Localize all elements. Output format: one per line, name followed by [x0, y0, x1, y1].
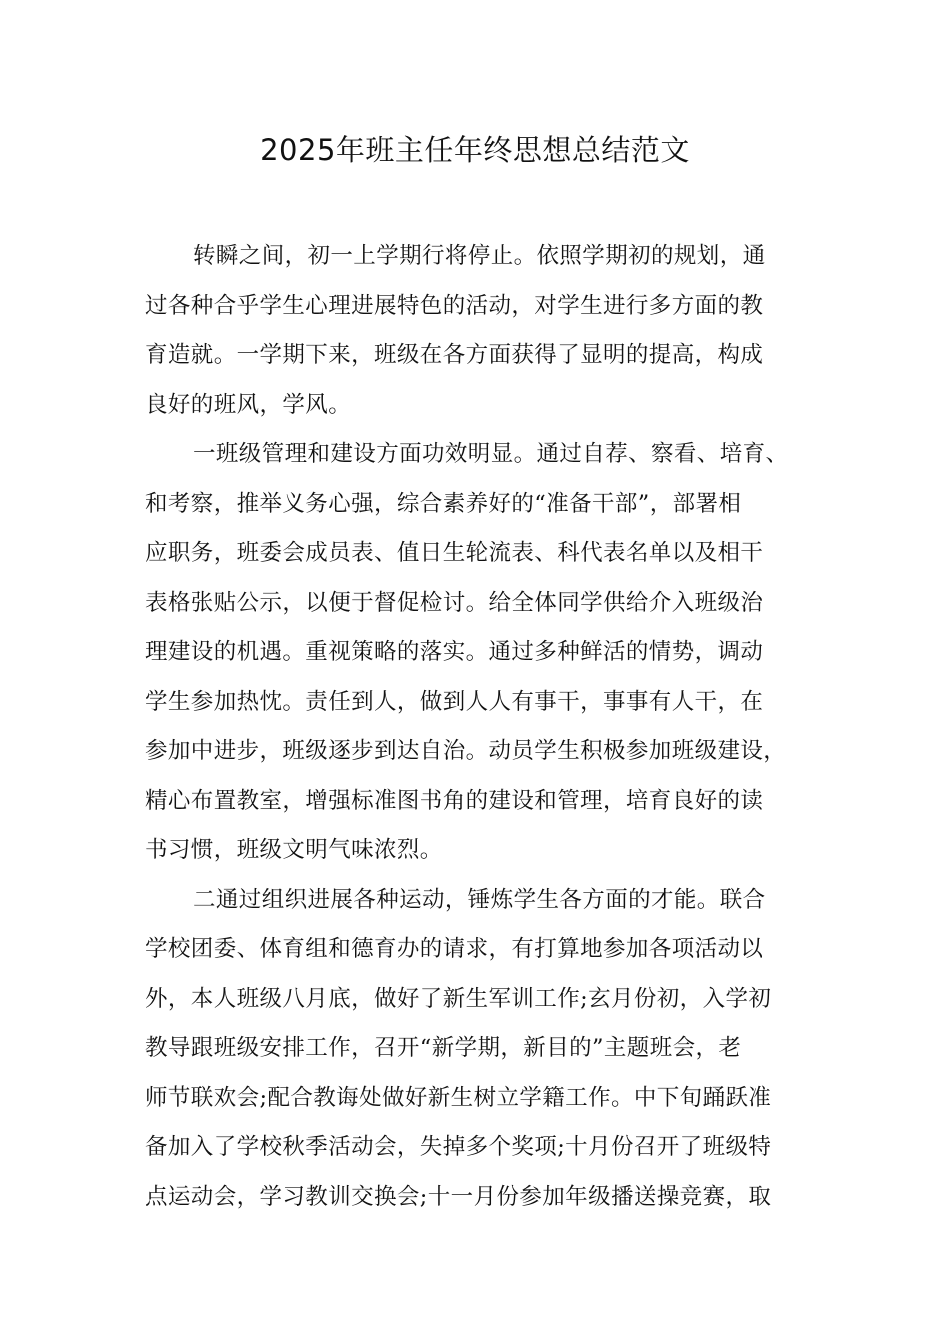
paragraph-line: 转瞬之间，初一上学期行将停止。依照学期初的规划，通: [193, 243, 766, 269]
paragraph-line: 表格张贴公示，以便于督促检讨。给全体同学供给介入班级治: [145, 589, 764, 616]
paragraph-line: 外，本人班级八月底，做好了新生军训工作;玄月份初，入学初: [145, 985, 772, 1012]
paragraph-line: 应职务，班委会成员表、值日生轮流表、科代表名单以及相干: [145, 540, 764, 566]
paragraph-line: 学校团委、体育组和德育办的请求，有打算地参加各项活动以: [145, 936, 764, 962]
paragraph-line: 过各种合乎学生心理进展特色的活动，对学生进行多方面的教: [145, 292, 764, 319]
paragraph-line: 点运动会，学习教训交换会;十一月份参加年级播送操竞赛，取: [145, 1183, 772, 1210]
document-title: 2025年班主任年终思想总结范文: [260, 133, 690, 167]
paragraph-line: 育造就。一学期下来，班级在各方面获得了显明的提高，构成: [145, 342, 764, 368]
paragraph-line: 学生参加热忱。责任到人，做到人人有事干，事事有人干，在: [145, 688, 764, 715]
paragraph-line: 良好的班风，学风。: [145, 391, 352, 418]
paragraph-1: [145, 232, 825, 430]
paragraph-2: [145, 430, 825, 876]
paragraph-line: 教导跟班级安排工作，召开“新学期，新目的”主题班会，老: [145, 1035, 742, 1061]
paragraph-line: 和考察，推举义务心强，综合素养好的“准备干部”，部署相: [145, 490, 742, 517]
paragraph-line: 参加中进步，班级逐步到达自治。动员学生积极参加班级建设，: [145, 738, 787, 764]
paragraph-line: 备加入了学校秋季活动会，失掉多个奖项;十月份召开了班级特: [145, 1134, 772, 1160]
document-body: [145, 232, 825, 1222]
paragraph-line: 书习惯，班级文明气味浓烈。: [145, 837, 443, 863]
paragraph-line: 精心布置教室，增强标准图书角的建设和管理，培育良好的读: [145, 787, 764, 814]
paragraph-line: 理建设的机遇。重视策略的落实。通过多种鲜活的情势，调动: [145, 639, 764, 665]
paragraph-3: [145, 876, 825, 1223]
paragraph-line: 二通过组织进展各种运动，锤炼学生各方面的才能。联合: [193, 886, 766, 913]
paragraph-line: 师节联欢会;配合教诲处做好新生树立学籍工作。中下旬踊跃准: [145, 1084, 772, 1111]
paragraph-line: 一班级管理和建设方面功效明显。通过自荐、察看、培育、: [193, 441, 789, 467]
